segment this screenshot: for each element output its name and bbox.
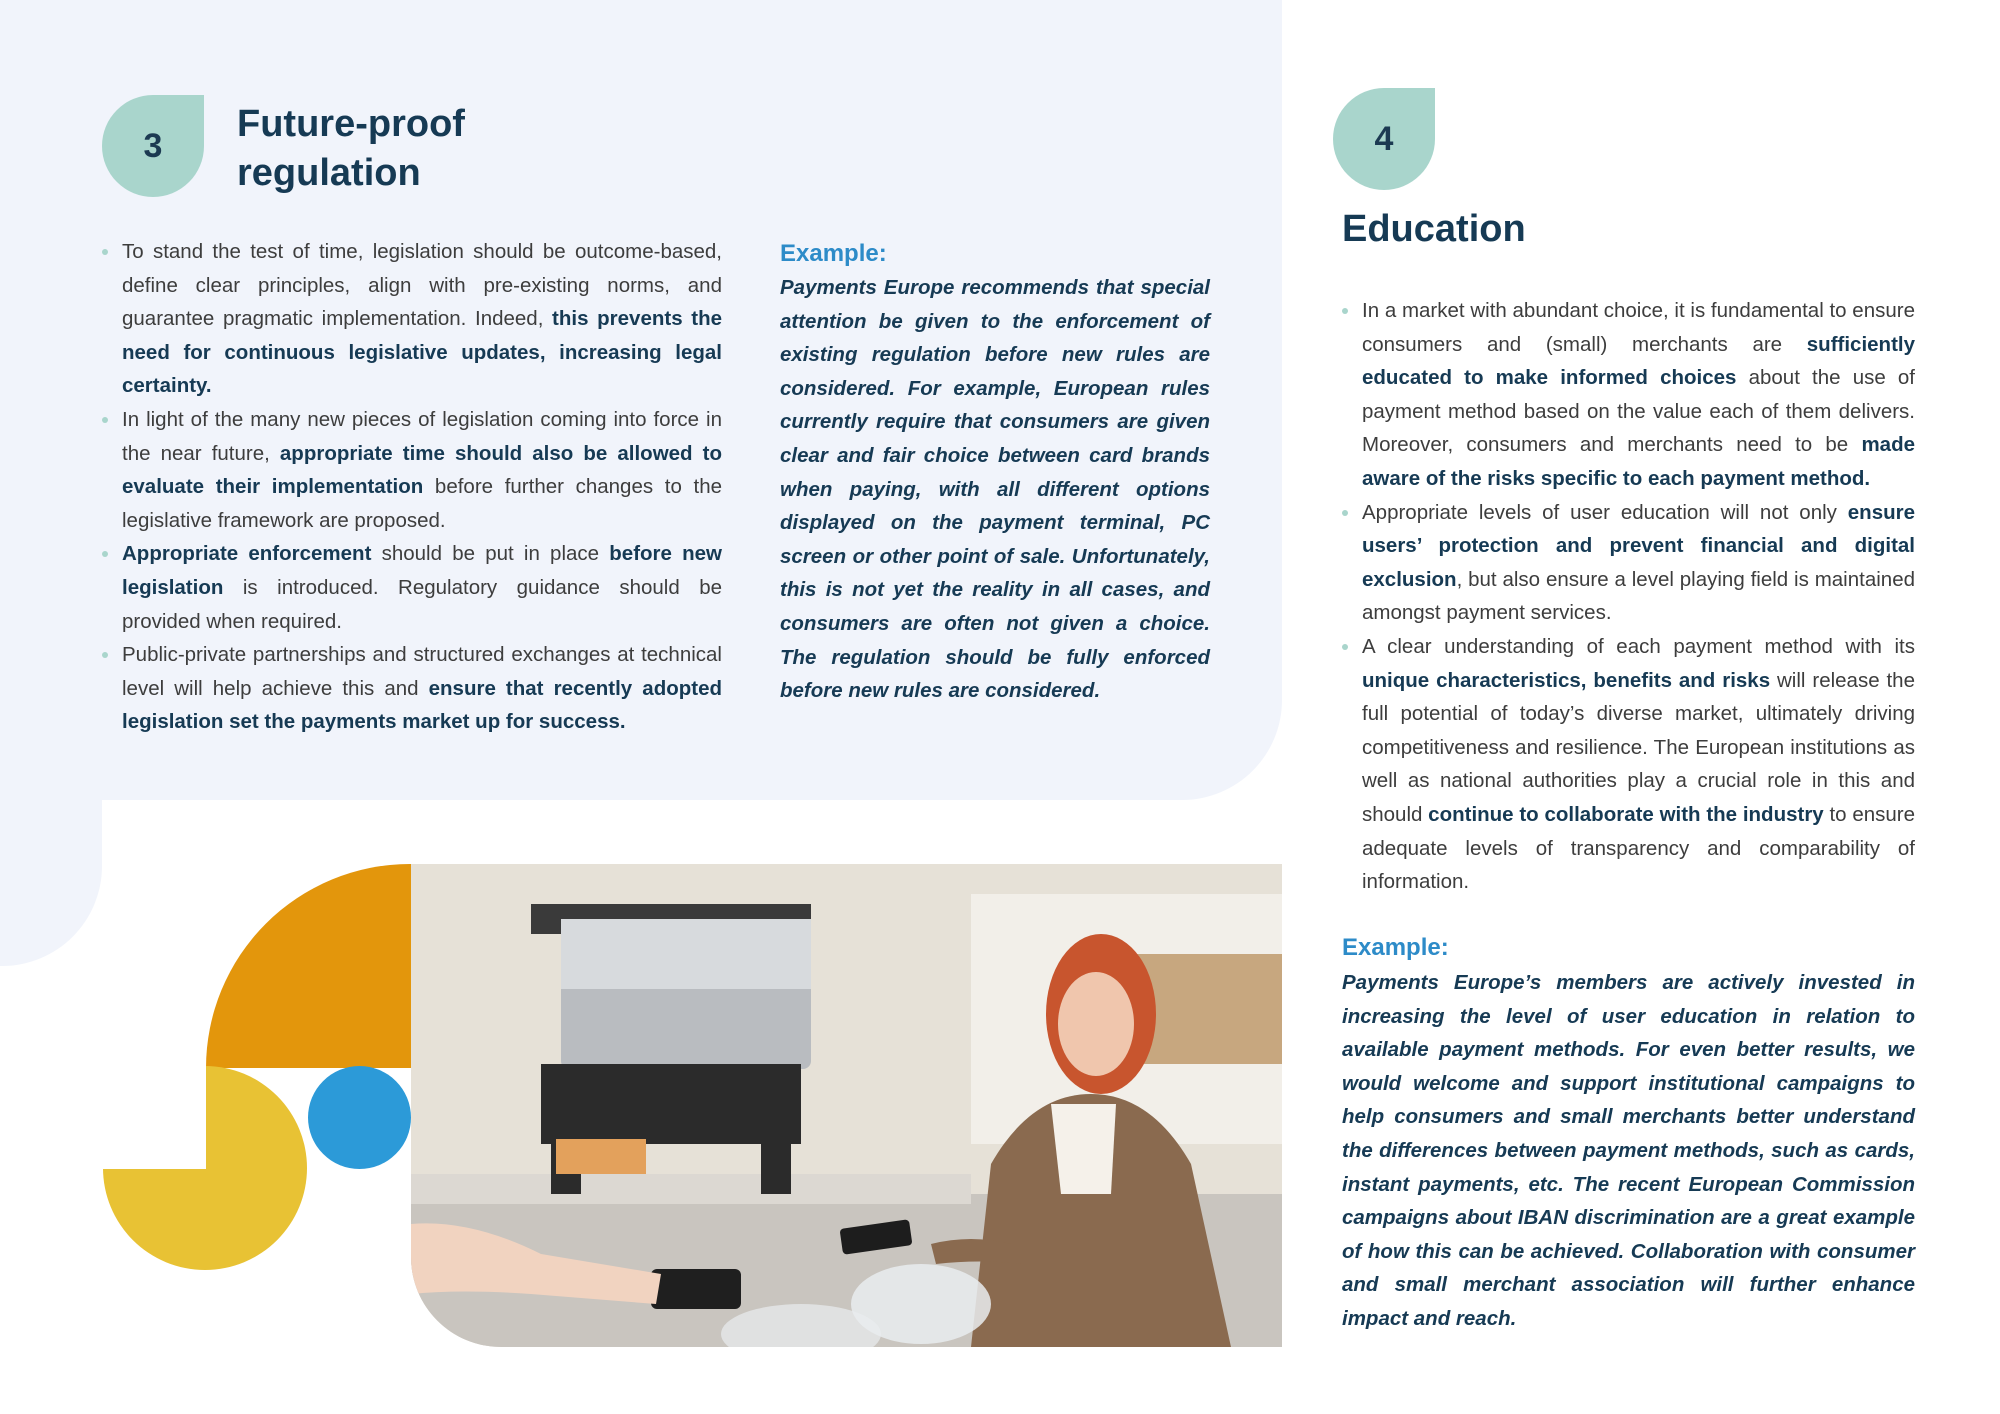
bullet-text: , but also ensure a level playing field is maintained amongst payment services. xyxy=(1362,567,1915,625)
section-title-education: Education xyxy=(1342,208,1526,250)
section-title-future-proof-regulation xyxy=(237,100,465,199)
bullet-item xyxy=(102,537,722,638)
title-line-2: regulation xyxy=(237,152,421,195)
education-bullet-list xyxy=(1342,294,1915,899)
bullet-item xyxy=(102,403,722,537)
example-text: Payments Europe recommends that special attention be given to the enforcement of existing regulation before new rules are considered. For example, European rules currently require that consumers are given clear and fair choice between card brands when paying, with all different options displayed on the payment terminal, PC screen or other point of sale. Unfortunately, this is not yet the reality in all cases, and consumers are often not given a choice. The regulation should be fully enforced before new rules are considered. xyxy=(780,276,1210,703)
bullet-text: In light of the many new pieces of legislation coming into force in the near future, xyxy=(122,407,722,465)
example-heading: Example: xyxy=(1342,934,1449,961)
bullet-emphasis-text: sufficiently educated to make informed choices xyxy=(1362,332,1915,390)
bullet-item xyxy=(102,235,722,403)
bullet-text: to ensure adequate levels of transparency and comparability of information. xyxy=(1362,802,1915,894)
bullet-text: To stand the test of time, legislation should be outcome-based, define clear principles, align with pre-existing norms, and guarantee pragmatic implementation. Indeed, xyxy=(122,240,722,331)
bullet-emphasis-text: continue to collaborate with the industry xyxy=(1428,802,1824,826)
section-number-badge-3 xyxy=(102,95,204,197)
bullet-emphasis-text: appropriate time should also be allowed to evaluate their implementation xyxy=(122,441,722,499)
bullet-emphasis-text: before new legislation xyxy=(122,542,722,599)
section-number: 4 xyxy=(1374,119,1394,158)
bullet-text: is introduced. Regulatory guidance should be provided when required. xyxy=(122,575,722,633)
photo-illustration xyxy=(411,864,1282,1347)
section-background-tail xyxy=(0,780,102,966)
photo-contactless-payment-cafe xyxy=(411,864,1282,1347)
bullet-text: should be put in place xyxy=(371,542,610,566)
bullet-item xyxy=(1342,630,1915,899)
example-text: Payments Europe’s members are actively invested in increasing the level of user education in relation to available payment methods. For even better results, we would welcome and support institutional campaigns to help consumers and small merchants better understand the differences between payment methods, such as cards, instant payments, etc. The recent European Commission campaigns about IBAN discrimination are a great example of how this can be achieved. Collaboration with consumer and small merchant association will further enhance impact and reach. xyxy=(1342,971,1915,1330)
bullet-emphasis-text: ensure users’ protection and prevent financial and digital exclusion xyxy=(1362,500,1915,591)
section-number: 3 xyxy=(143,126,163,165)
bullet-emphasis-text: Appropriate enforcement xyxy=(122,542,372,566)
bullet-text: will release the full potential of today’s diverse market, ultimately driving competitiveness and resilience. The European institutions as well as national authorities play a crucial role in this and should xyxy=(1362,668,1915,826)
yellow-shape-cutout xyxy=(103,1066,206,1169)
title-line-1: Future-proof xyxy=(237,103,465,145)
future-proof-bullet-list xyxy=(102,235,722,739)
example-heading: Example: xyxy=(780,240,887,267)
bullet-text: Appropriate levels of user education will not only xyxy=(1362,500,1848,524)
bullet-item xyxy=(1342,294,1915,496)
bullet-text: before further changes to the legislative framework are proposed. xyxy=(122,475,722,532)
orange-quarter-circle-shape xyxy=(206,864,411,1068)
bullet-item xyxy=(1342,496,1915,630)
bullet-emphasis-text: this prevents the need for continuous legislative updates, increasing legal certainty. xyxy=(122,307,722,398)
bullet-text: about the use of payment method based on the value each of them delivers. Moreover, consumers and merchants need to be xyxy=(1362,366,1915,457)
section-number-badge-4 xyxy=(1333,88,1435,190)
bullet-emphasis-text: ensure that recently adopted legislation set the payments market up for success. xyxy=(122,676,723,734)
blue-circle-shape xyxy=(308,1066,411,1169)
bullet-emphasis-text: made aware of the risks specific to each payment method. xyxy=(1362,433,1915,490)
bullet-item xyxy=(102,638,722,739)
bullet-text: In a market with abundant choice, it is fundamental to ensure consumers and (small) merchants are xyxy=(1362,299,1915,356)
bullet-emphasis-text: unique characteristics, benefits and risks xyxy=(1362,668,1771,692)
bullet-text: Public-private partnerships and structured exchanges at technical level will help achieve this and xyxy=(122,643,722,700)
bullet-text: A clear understanding of each payment method with its xyxy=(1362,634,1915,658)
